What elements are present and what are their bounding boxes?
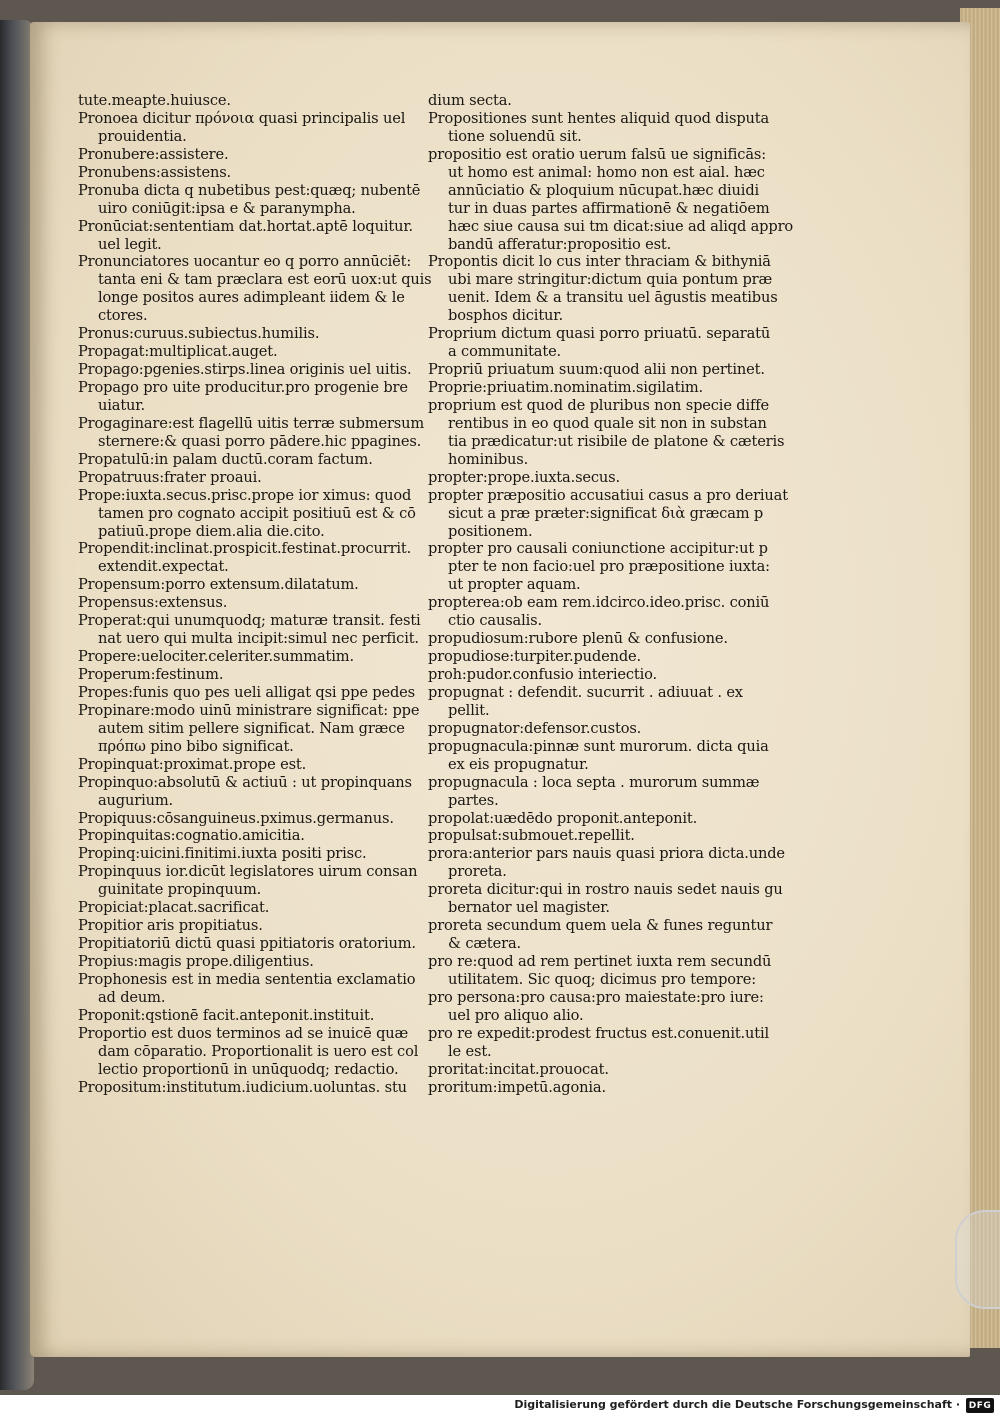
- entry-line-headword: propudiose:turpiter.pudende.: [428, 648, 641, 666]
- entry-line: patiuū.prope diem.alia die.cito.: [98, 522, 325, 540]
- entry-line-headword: Propontis dicit lo cus inter thraciam & bithyniā: [428, 253, 771, 271]
- entry-line: augurium.: [98, 791, 174, 809]
- book-spine: [0, 20, 34, 1390]
- entry-line: bandū afferatur:propositio est.: [448, 235, 672, 253]
- entry-line-headword: propolat:uædēdo proponit.anteponit.: [428, 809, 698, 827]
- entry-line-headword: proritum:impetū.agonia.: [428, 1078, 606, 1096]
- entry-line-headword: pro persona:pro causa:pro maiestate:pro iure:: [428, 988, 764, 1006]
- entry-line-headword: Propes:funis quo pes ueli alligat qsi ppe pedes: [78, 683, 415, 701]
- entry-line: ex eis propugnatur.: [448, 755, 589, 773]
- entry-line-headword: Propiquus:cōsanguineus.pximus.germanus.: [78, 809, 394, 827]
- entry-line-headword: Propensum:porro extensum.dilatatum.: [78, 576, 359, 594]
- entry-line: proreta.: [448, 863, 507, 881]
- entry-line-headword: Propitior aris propitiatus.: [78, 917, 263, 935]
- entry-line-headword: Propinq:uicini.finitimi.iuxta positi prisc.: [78, 845, 367, 863]
- entry-line: guinitate propinquum.: [98, 881, 262, 899]
- entry-line: bernator uel magister.: [448, 899, 610, 917]
- entry-line: partes.: [448, 791, 499, 809]
- entry-line-headword: Propinquat:proximat.prope est.: [78, 755, 307, 773]
- entry-line-headword: propugnacula : loca septa . murorum summæ: [428, 773, 760, 791]
- entry-line-headword: propugnat : defendit. sucurrit . adiuuat . ex: [428, 683, 743, 701]
- entry-line: tur in duas partes affirmationē & negatiōem: [448, 199, 770, 217]
- entry-line-headword: Pronubens:assistens.: [78, 163, 232, 181]
- entry-line-headword: proreta secundum quem uela & funes reguntur: [428, 917, 773, 935]
- entry-line-headword: Pronūciat:sententiam dat.hortat.aptē loquitur.: [78, 217, 414, 235]
- entry-line: longe positos aures adimpleant iidem & le: [98, 289, 405, 307]
- entry-line: positionem.: [448, 522, 533, 540]
- entry-line-headword: Proponit:qstionē facit.anteponit.instituit.: [78, 1006, 375, 1024]
- right-column: [428, 92, 794, 1097]
- entry-line: uiro coniūgit:ipsa e & paranympha.: [98, 199, 356, 217]
- entry-line: ut propter aquam.: [448, 576, 581, 594]
- entry-line-headword: prora:anterior pars nauis quasi priora dicta.unde: [428, 845, 785, 863]
- entry-line-headword: pro re expedit:prodest fructus est.conuenit.util: [428, 1024, 770, 1042]
- entry-line-headword: Propago:pgenies.stirps.linea originis uel uitis.: [78, 361, 412, 379]
- entry-line: pter te non facio:uel pro præpositione iuxta:: [448, 558, 770, 576]
- entry-line: dam cōparatio. Proportionalit is uero est col: [98, 1042, 419, 1060]
- footer-bar: [0, 1395, 1000, 1420]
- entry-line: ut homo est animal: homo non est aial. hæc: [448, 163, 765, 181]
- funding-credit: Digitalisierung gefördert durch die Deutsche Forschungsgemeinschaft ·: [514, 1398, 960, 1411]
- entry-line-headword: propositio est oratio uerum falsū ue significās:: [428, 145, 766, 163]
- entry-line-headword: Propagat:multiplicat.auget.: [78, 343, 278, 361]
- entry-line-headword: Pronunciatores uocantur eo q porro annūciēt:: [78, 253, 412, 271]
- entry-line-headword: Pronubere:assistere.: [78, 145, 229, 163]
- entry-line-headword: Propositum:institutum.iudicium.uoluntas. stu: [78, 1078, 407, 1096]
- entry-line-headword: proh:pudor.confusio interiectio.: [428, 666, 657, 683]
- entry-line-headword: propter præpositio accusatiui casus a pro deriuat: [428, 486, 788, 504]
- entry-line-headword: Propatruus:frater proaui.: [78, 468, 262, 486]
- entry-line: nat uero qui multa incipit:simul nec perficit.: [98, 630, 419, 648]
- entry-line: hæc siue causa sui tm dicat:siue ad aliqd appro: [448, 217, 794, 235]
- entry-line-headword: Proportio est duos terminos ad se inuicē quæ: [78, 1024, 409, 1042]
- entry-line: a communitate.: [448, 343, 562, 361]
- entry-line-headword: Prope:iuxta.secus.prisc.prope ior ximus: quod: [78, 486, 412, 504]
- entry-line: tione soluendū sit.: [448, 127, 582, 145]
- entry-line: utilitatem. Sic quoq; dicimus pro tempore:: [448, 970, 757, 988]
- entry-line-headword: Pronoea dicitur πρόνοια quasi principalis uel: [78, 109, 406, 127]
- entry-line: autem sitim pellere significat. Nam græce: [98, 719, 405, 737]
- entry-line: tute.meapte.huiusce.: [78, 92, 231, 109]
- entry-line-headword: Propere:uelociter.celeriter.summatim.: [78, 648, 354, 666]
- entry-line: tia prædicatur:ut risibile de platone & cæteris: [448, 432, 785, 450]
- entry-line-headword: Prophonesis est in media sententia exclamatio: [78, 970, 416, 988]
- entry-line-headword: Propinare:modo uinū ministrare significat: ppe: [78, 701, 420, 719]
- dfg-logo: DFG: [966, 1398, 994, 1413]
- entry-line: uenit. Idem & a transitu uel āgustis meatibus: [448, 289, 778, 307]
- entry-line: sicut a præ præter:significat διὰ græcam p: [448, 504, 764, 522]
- entry-line-headword: Proprium dictum quasi porro priuatū. separatū: [428, 325, 771, 343]
- entry-line-headword: Propinquus ior.dicūt legislatores uirum consan: [78, 863, 418, 881]
- entry-line-headword: propudiosum:rubore plenū & confusione.: [428, 630, 728, 648]
- entry-line: ubi mare stringitur:dictum quia pontum præ: [448, 271, 773, 289]
- entry-line: dium secta.: [428, 92, 512, 109]
- entry-line: & cætera.: [448, 935, 521, 953]
- entry-line: le est.: [448, 1042, 492, 1060]
- entry-line: ctio causalis.: [448, 612, 542, 630]
- entry-line: πρόπω pino bibo significat.: [98, 737, 294, 755]
- entry-line: bosphos dicitur.: [448, 307, 563, 325]
- entry-line-headword: Propensus:extensus.: [78, 594, 228, 612]
- entry-line: ctores.: [98, 307, 148, 325]
- entry-line-headword: Propriū priuatum suum:quod alii non pertinet.: [428, 361, 765, 379]
- entry-line: ad deum.: [98, 988, 166, 1006]
- entry-line-headword: Propendit:inclinat.prospicit.festinat.procurrit.: [78, 540, 412, 558]
- entry-line: uel legit.: [98, 235, 162, 253]
- entry-line-headword: Proprie:priuatim.nominatim.sigilatim.: [428, 379, 704, 396]
- entry-line: rentibus in eo quod quale sit non in substan: [448, 414, 767, 432]
- entry-line: annūciatio & ploquium nūcupat.hæc diuidi: [448, 181, 760, 199]
- entry-line: sternere:& quasi porro pādere.hic ppagines.: [98, 432, 422, 450]
- left-column: [78, 92, 432, 1097]
- entry-line: uel pro aliquo alio.: [448, 1006, 584, 1024]
- entry-line: extendit.expectat.: [98, 558, 229, 576]
- entry-line: pellit.: [448, 701, 490, 719]
- entry-line-headword: propugnator:defensor.custos.: [428, 719, 642, 737]
- entry-line: prouidentia.: [98, 127, 187, 145]
- entry-line-headword: Propitiatoriū dictū quasi ppitiatoris oratorium.: [78, 935, 416, 953]
- entry-line-headword: Propius:magis prope.diligentius.: [78, 953, 314, 970]
- entry-line-headword: propterea:ob eam rem.idcirco.ideo.prisc. coniū: [428, 594, 770, 612]
- entry-line-headword: propugnacula:pinnæ sunt murorum. dicta quia: [428, 737, 769, 755]
- entry-line-headword: Propinquo:absolutū & actiuū : ut propinquans: [78, 773, 412, 791]
- entry-line-headword: Pronus:curuus.subiectus.humilis.: [78, 325, 320, 343]
- entry-line: tanta eni & tam præclara est eorū uox:ut quis: [98, 271, 432, 289]
- entry-line: lectio proportionū in unūquodq; redactio.: [98, 1060, 399, 1078]
- entry-line: tamen pro cognato accipit positiuū est & cō: [98, 504, 416, 522]
- entry-line-headword: propter:prope.iuxta.secus.: [428, 468, 620, 486]
- entry-line-headword: Properum:festinum.: [78, 666, 224, 683]
- entry-line-headword: propulsat:submouet.repellit.: [428, 827, 635, 845]
- entry-line-headword: Propositiones sunt hentes aliquid quod disputa: [428, 109, 770, 127]
- entry-line-headword: Propago pro uite producitur.pro progenie bre: [78, 379, 408, 396]
- entry-line-headword: pro re:quod ad rem pertinet iuxta rem secundū: [428, 953, 772, 970]
- entry-line-headword: Propiciat:placat.sacrificat.: [78, 899, 270, 917]
- entry-line-headword: Properat:qui unumquodq; maturæ transit. festi: [78, 612, 421, 630]
- entry-line: hominibus.: [448, 450, 529, 468]
- entry-line-headword: Propinquitas:cognatio.amicitia.: [78, 827, 305, 845]
- entry-line-headword: proprium est quod de pluribus non specie diffe: [428, 396, 769, 414]
- entry-line-headword: Propatulū:in palam ductū.coram factum.: [78, 450, 373, 468]
- entry-line-headword: proreta dicitur:qui in rostro nauis sedet nauis gu: [428, 881, 783, 899]
- entry-line-headword: Progaginare:est flagellū uitis terræ submersum: [78, 414, 425, 432]
- entry-line: uiatur.: [98, 396, 145, 414]
- entry-line-headword: Pronuba dicta q nubetibus pest:quæq; nubentē: [78, 181, 421, 199]
- page-turn-handle[interactable]: [955, 1210, 1000, 1309]
- entry-line-headword: propter pro causali coniunctione accipitur:ut p: [428, 540, 768, 558]
- entry-line-headword: proritat:incitat.prouocat.: [428, 1060, 609, 1078]
